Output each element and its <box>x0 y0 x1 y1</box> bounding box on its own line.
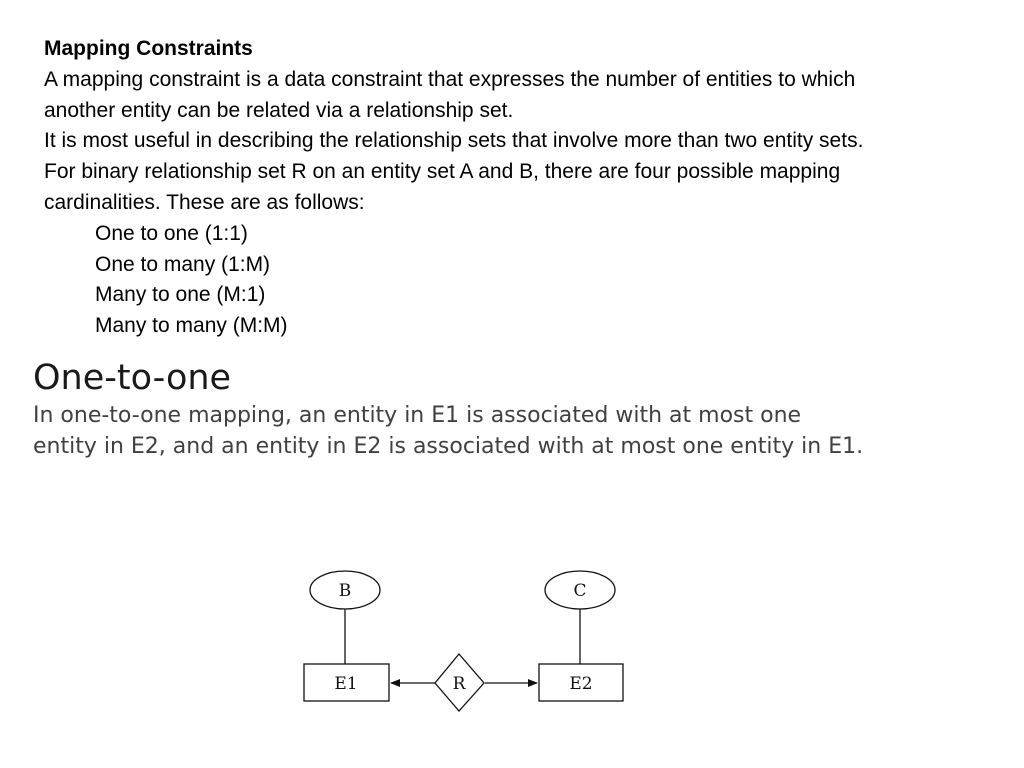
entity-e2-label: E2 <box>569 674 593 694</box>
er-diagram <box>290 560 650 720</box>
relationship-r-label: R <box>452 674 466 694</box>
entity-e1 <box>304 664 389 701</box>
attribute-c <box>545 571 615 609</box>
intro-line: A mapping constraint is a data constraint that expresses the number of entities to which <box>44 67 856 91</box>
cardinality-item: One to many (1:M) <box>95 252 271 276</box>
description-line: In one-to-one mapping, an entity in E1 is associated with at most one <box>33 403 802 428</box>
section-heading: Mapping Constraints <box>44 37 253 60</box>
cardinality-item: Many to many (M:M) <box>95 314 288 338</box>
intro-line: cardinalities. These are as follows: <box>44 190 365 214</box>
attribute-b-label: B <box>338 581 352 601</box>
intro-line: another entity can be related via a relationship set. <box>44 98 514 122</box>
intro-line: It is most useful in describing the relationship sets that involve more than two entity sets. <box>44 129 864 153</box>
mapping-constraints-section <box>44 34 994 342</box>
one-to-one-description <box>33 400 993 462</box>
attribute-b <box>310 571 380 609</box>
one-to-one-title: One-to-one <box>33 358 232 398</box>
attribute-c-label: C <box>573 581 587 601</box>
intro-line: For binary relationship set R on an entity set A and B, there are four possible mapping <box>44 160 841 184</box>
entity-e2 <box>539 664 623 701</box>
one-to-one-section <box>33 356 993 462</box>
cardinality-item: Many to one (M:1) <box>95 283 266 307</box>
relationship-r <box>435 654 484 711</box>
description-line: entity in E2, and an entity in E2 is associated with at most one entity in E1. <box>33 434 864 459</box>
entity-e1-label: E1 <box>334 674 358 694</box>
cardinality-item: One to one (1:1) <box>95 221 248 245</box>
